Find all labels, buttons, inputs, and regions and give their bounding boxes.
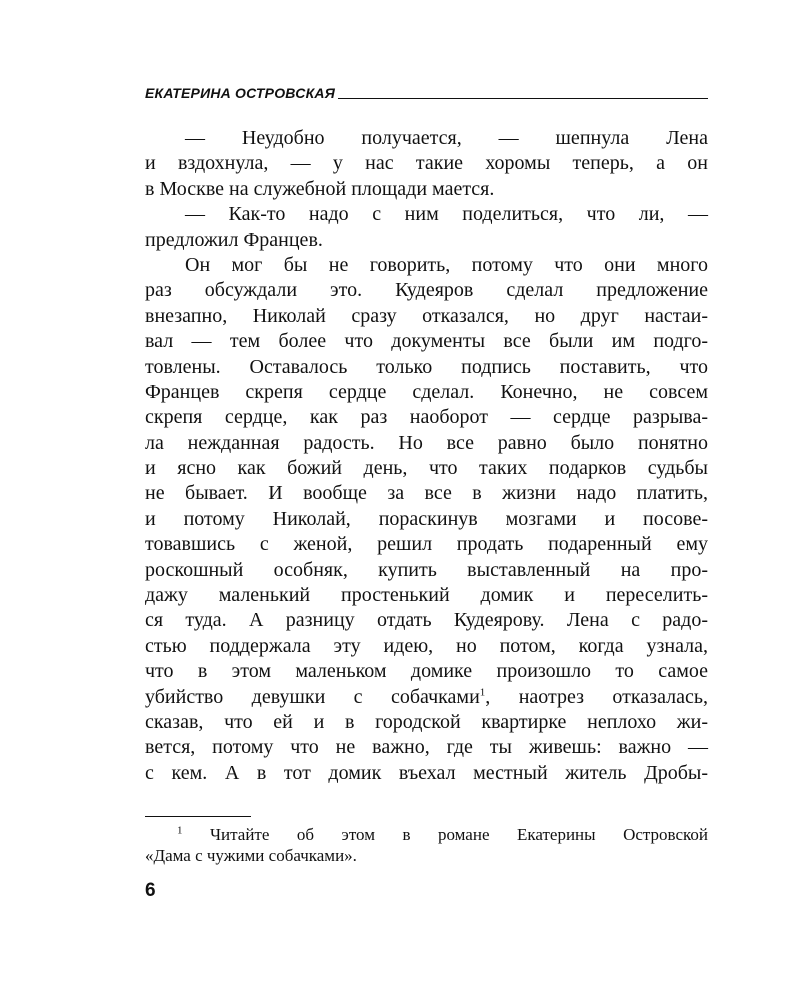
text-line: и ясно как божий день, что таких подарков судьбы [145,457,708,480]
text-line: внезапно, Николай сразу отказался, но друг настаи- [145,304,708,327]
text-line: и потому Николай, пораскинув мозгами и посове- [145,507,708,530]
footnote-text: Читайте об этом в романе Екатерины Островской [210,825,709,844]
text-line: роскошный особняк, купить выставленный на про- [145,558,708,581]
text-line: что в этом маленьком домике произошло то самое [145,660,708,683]
text-line: не бывает. И вообще за все в жизни надо платить, [145,482,708,505]
footnote-line: «Дама с чужими собачками». [145,846,357,865]
running-header [145,82,708,100]
text-line: сказав, что ей и в городской квартирке неплохо жи- [145,710,708,733]
text-line: стью поддержала эту идею, но потом, когда узнала, [145,634,708,657]
text-line-with-footnote-ref [145,685,708,710]
text-line: предложил Францев. [145,228,323,251]
text-line: ся туда. А разницу отдать Кудеярову. Лена с радо- [145,609,708,632]
text-line: дажу маленький простенький домик и переселить- [145,584,708,607]
text-line: Он мог бы не говорить, потому что они много [185,253,708,276]
text-line-part: , наотрез отказалась, [485,685,708,708]
text-line: — Неудобно получается, — шепнула Лена [185,127,708,149]
text-line-part: убийство девушки с собачками [145,685,480,708]
text-line: с кем. А в тот домик въехал местный житель Дробы- [145,761,708,784]
footnote-rule [145,816,251,817]
text-line: товлены. Оставалось только подпись поставить, что [145,355,708,378]
footnote-marker: 1 [177,824,183,837]
text-line: — Как-то надо с ним поделиться, что ли, — [185,203,708,226]
text-line: скрепя сердце, как раз наоборот — сердце разрыва- [145,406,708,429]
header-rule [338,98,708,99]
text-line: ла нежданная радость. Но все равно было понятно [145,431,708,454]
footnote [145,824,708,866]
text-line: вал — тем более что документы все были им подго- [145,330,708,353]
text-line: и вздохнула, — у нас такие хоромы теперь, а он [145,152,708,175]
footnote-reference: 1 [479,685,486,698]
running-header-author: ЕКАТЕРИНА ОСТРОВСКАЯ [145,85,336,101]
body-text [145,126,708,786]
text-line: в Москве на служебной площади мается. [145,177,495,200]
text-line: раз обсуждали это. Кудеяров сделал предложение [145,279,708,302]
text-line: Францев скрепя сердце сделал. Конечно, не совсем [145,380,708,403]
page-number: 6 [145,880,156,901]
text-line: вется, потому что не важно, где ты живешь: важно — [145,736,708,759]
footnote-line [145,824,708,845]
text-line: товавшись с женой, решил продать подаренный ему [145,533,708,556]
